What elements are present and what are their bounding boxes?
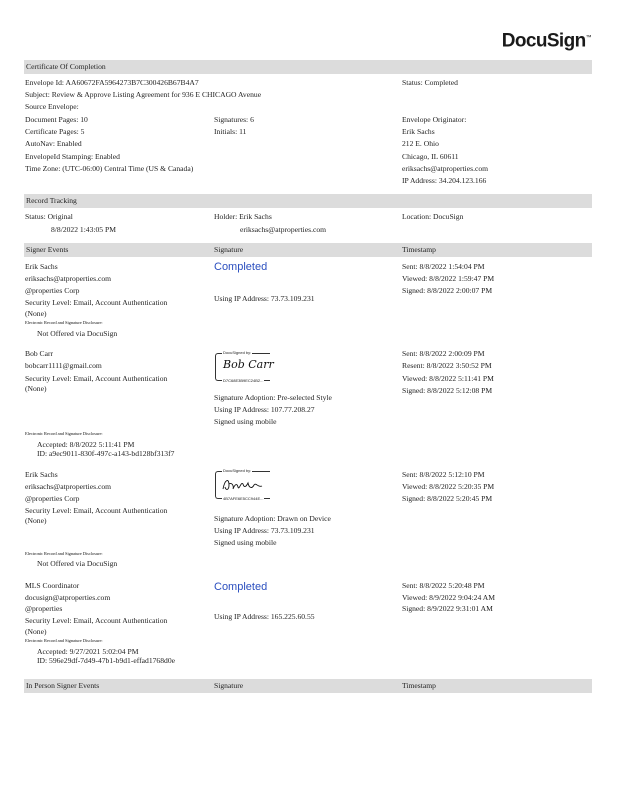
signer-1-ip: Using IP Address: 73.73.109.231 [214, 294, 315, 303]
in-person-events-bar [24, 679, 592, 693]
certificate-header: Certificate Of Completion [26, 62, 106, 71]
signer-2-disclosure-label: Electronic Record and Signature Disclosure: [25, 431, 103, 436]
signer-2-adoption: Signature Adoption: Pre-selected Style [214, 393, 332, 402]
signer-events-bar [24, 243, 592, 257]
signer-3-signature-image [215, 468, 270, 501]
signer-3-ip: Using IP Address: 73.73.109.231 [214, 526, 315, 535]
signer-2-signed: Signed: 8/8/2022 5:12:08 PM [402, 386, 493, 395]
certificate-pages: Certificate Pages: 5 [25, 127, 85, 136]
signer-3-drawn-signature [220, 475, 266, 495]
autonav: AutoNav: Enabled [25, 139, 82, 148]
signer-1-security-none: (None) [25, 309, 47, 318]
envelope-stamping: EnvelopeId Stamping: Enabled [25, 152, 120, 161]
signer-3-name: Erik Sachs [25, 470, 58, 479]
signer-2-name: Bob Carr [25, 349, 54, 358]
signer-2-signature-script: Bob Carr [223, 358, 274, 371]
source-envelope: Source Envelope: [25, 102, 79, 111]
timestamp-column-header: Timestamp [402, 245, 436, 254]
signer-4-signed: Signed: 8/9/2022 9:31:01 AM [402, 604, 493, 613]
signer-1-signed: Signed: 8/8/2022 2:00:07 PM [402, 286, 493, 295]
signer-3-sent: Sent: 8/8/2022 5:12:10 PM [402, 470, 485, 479]
signer-2-sent: Sent: 8/8/2022 2:00:09 PM [402, 349, 485, 358]
signer-3-email: eriksachs@atproperties.com [25, 482, 112, 491]
signer-4-security: Security Level: Email, Account Authentication [25, 616, 168, 625]
originator-name: Erik Sachs [402, 127, 435, 136]
document-pages: Document Pages: 10 [25, 115, 88, 124]
signer-4-accepted: Accepted: 9/27/2021 5:02:04 PM [37, 647, 139, 656]
in-person-timestamp-header: Timestamp [402, 681, 436, 690]
originator-label: Envelope Originator: [402, 115, 467, 124]
signer-1-viewed: Viewed: 8/8/2022 1:59:47 PM [402, 274, 495, 283]
signer-3-company: @properties Corp [25, 494, 80, 503]
signer-3-security: Security Level: Email, Account Authentication [25, 506, 168, 515]
signer-1-completed: Completed [214, 261, 268, 273]
signer-2-docusigned-by: DocuSigned by: [223, 350, 252, 355]
signer-3-disclosure-label: Electronic Record and Signature Disclosure: [25, 551, 103, 556]
originator-address: 212 E. Ohio [402, 139, 439, 148]
signer-2-mobile: Signed using mobile [214, 417, 277, 426]
signer-3-signed: Signed: 8/8/2022 5:20:45 PM [402, 494, 493, 503]
signer-4-name: MLS Coordinator [25, 581, 80, 590]
signature-column-header: Signature [214, 245, 244, 254]
signer-4-security-none: (None) [25, 627, 47, 636]
record-tracking-header: Record Tracking [26, 196, 77, 205]
signer-1-security: Security Level: Email, Account Authentication [25, 298, 168, 307]
in-person-events-header: In Person Signer Events [26, 681, 100, 690]
envelope-subject: Subject: Review & Approve Listing Agreement for 936 E CHICAGO Avenue [25, 90, 262, 99]
in-person-signature-header: Signature [214, 681, 244, 690]
signer-1-name: Erik Sachs [25, 262, 58, 271]
tracking-date: 8/8/2022 1:43:05 PM [51, 225, 116, 234]
signer-4-completed: Completed [214, 581, 268, 593]
signer-1-disclosure: Not Offered via DocuSign [37, 329, 118, 338]
signer-3-signature-id: 4B7AFE6E5CC944E... [223, 496, 264, 501]
signer-3-adoption: Signature Adoption: Drawn on Device [214, 514, 331, 523]
signer-3-docusigned-by: DocuSigned by: [223, 468, 252, 473]
signer-1-sent: Sent: 8/8/2022 1:54:04 PM [402, 262, 485, 271]
signer-2-signature-id: D7C68E3B9EC24B2... [223, 378, 264, 383]
signer-1-disclosure-label: Electronic Record and Signature Disclosure: [25, 320, 103, 325]
signatures-count: Signatures: 6 [214, 115, 254, 124]
signer-3-viewed: Viewed: 8/8/2022 5:20:35 PM [402, 482, 495, 491]
signer-2-security: Security Level: Email, Account Authentication [25, 374, 168, 383]
signer-1-email: eriksachs@atproperties.com [25, 274, 112, 283]
envelope-id: Envelope Id: AA60672FA5964273B7C300426B67B4A7 [25, 78, 199, 87]
tracking-location: Location: DocuSign [402, 212, 464, 221]
signer-4-disclosure-id: ID: 596e29df-7d49-47b1-b9d1-effad1768d0e [37, 656, 175, 665]
signer-3-disclosure: Not Offered via DocuSign [37, 559, 118, 568]
record-tracking-bar [24, 194, 592, 208]
signer-4-viewed: Viewed: 8/9/2022 9:04:24 AM [402, 593, 495, 602]
signer-4-ip: Using IP Address: 165.225.60.55 [214, 612, 315, 621]
signer-2-resent: Resent: 8/8/2022 3:50:52 PM [402, 361, 492, 370]
signer-3-security-none: (None) [25, 516, 47, 525]
signer-4-sent: Sent: 8/8/2022 5:20:48 PM [402, 581, 485, 590]
signer-2-security-none: (None) [25, 384, 47, 393]
time-zone: Time Zone: (UTC-06:00) Central Time (US & Canada) [25, 164, 194, 173]
originator-city: Chicago, IL 60611 [402, 152, 459, 161]
signer-4-disclosure-label: Electronic Record and Signature Disclosure: [25, 638, 103, 643]
signer-events-header: Signer Events [26, 245, 69, 254]
tracking-holder-email: eriksachs@atproperties.com [240, 225, 327, 234]
signer-1-company: @properties Corp [25, 286, 80, 295]
signer-2-email: bobcarr1111@gmail.com [25, 361, 102, 370]
signer-4-company: @properties [25, 604, 63, 613]
certificate-header-bar [24, 60, 592, 74]
originator-ip: IP Address: 34.204.123.166 [402, 176, 487, 185]
signer-3-mobile: Signed using mobile [214, 538, 277, 547]
initials-count: Initials: 11 [214, 127, 247, 136]
originator-email: eriksachs@atproperties.com [402, 164, 489, 173]
docusign-logo: DocuSign™ [501, 30, 591, 52]
signer-2-ip: Using IP Address: 107.77.208.27 [214, 405, 315, 414]
signer-2-signature-image [215, 350, 274, 383]
signer-2-accepted: Accepted: 8/8/2022 5:11:41 PM [37, 440, 135, 449]
signer-2-viewed: Viewed: 8/8/2022 5:11:41 PM [402, 374, 494, 383]
signer-2-disclosure-id: ID: a9ec9011-830f-497c-a143-bd128bf313f7 [37, 449, 175, 458]
signer-4-email: docusign@atproperties.com [25, 593, 111, 602]
tracking-status: Status: Original [25, 212, 73, 221]
tracking-holder: Holder: Erik Sachs [214, 212, 272, 221]
envelope-status: Status: Completed [402, 78, 458, 87]
